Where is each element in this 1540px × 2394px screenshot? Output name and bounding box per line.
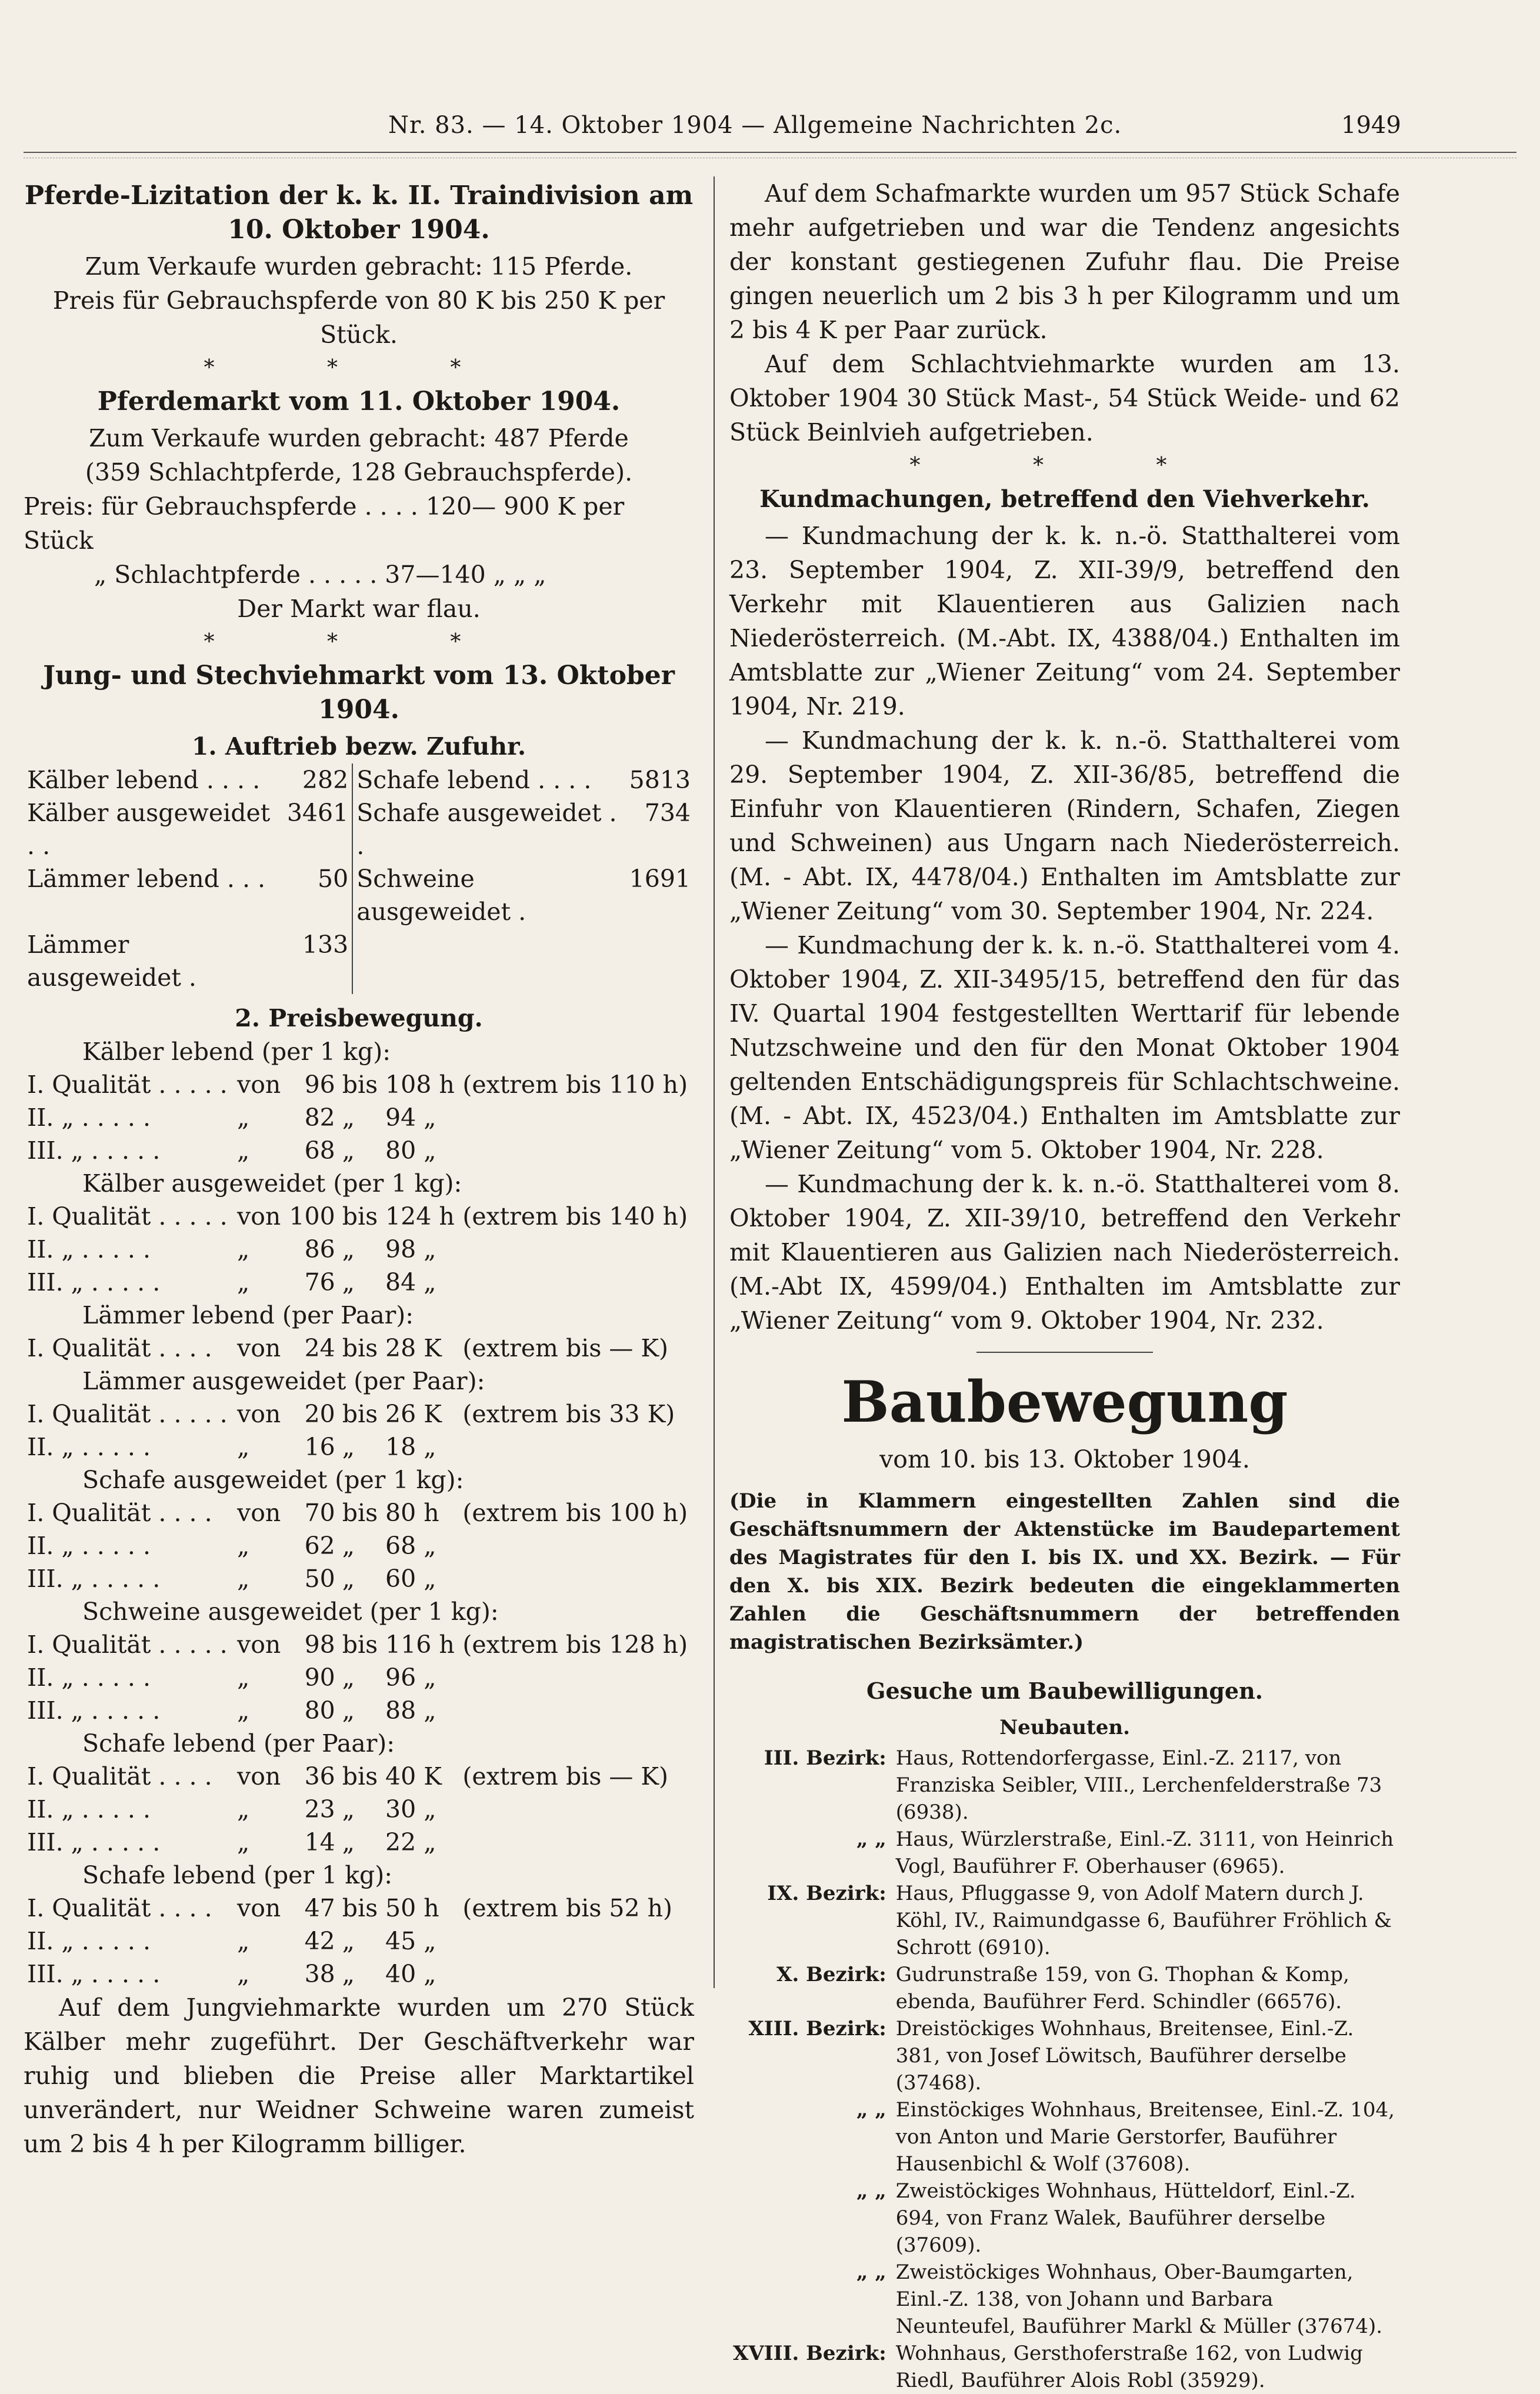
- price-cell-a: 100: [289, 1202, 335, 1231]
- cell-value: 133: [284, 928, 352, 994]
- price-row: [24, 1101, 694, 1134]
- price-row: [24, 1496, 694, 1529]
- price-cell-b: 22 „: [385, 1828, 436, 1856]
- cell-label: Lämmer ausgeweidet .: [27, 931, 196, 992]
- cell-value: 50: [284, 862, 352, 928]
- price-cell-b: 108 h: [385, 1071, 455, 1099]
- cell-value: 1691: [629, 865, 691, 893]
- price-cell-a: 16: [304, 1433, 335, 1461]
- list-item: [729, 1826, 1400, 1880]
- subsection-title: 1. Auftrieb bezw. Zufuhr.: [191, 732, 526, 761]
- price-cell-x: (extrem bis 100 h): [462, 1499, 688, 1527]
- price-row: [24, 1332, 694, 1365]
- price-cell-x: [459, 1958, 694, 1990]
- text-line: Preis für Gebrauchspferde von 80 K bis 250 K per Stück.: [52, 286, 665, 349]
- paragraph: — Kundmachung der k. k. n.-ö. Statthalterei vom 29. September 1904, Z. XII-36/85, betreffend die Einfuhr von Klauentieren (Rindern, Schafen, Ziegen und Schweinen) aus Ungarn nach Niederösterreich. (M. - Abt. IX, 4478/04.) Enthalten im Amtsblatte zur „Wiener Zeitung“ vom 30. September 1904, Nr. 224.: [729, 726, 1400, 925]
- price-cell-bis: „: [342, 1235, 355, 1263]
- price-cell-q: III. „ . . . . .: [27, 1696, 161, 1725]
- price-cell-b: 30 „: [385, 1795, 436, 1823]
- price-row: [24, 1925, 694, 1958]
- price-cell-bis: „: [342, 1565, 355, 1593]
- price-cell-x: (extrem bis 140 h): [462, 1202, 688, 1231]
- price-cell-q: I. Qualität . . . . .: [27, 1071, 228, 1099]
- auftrieb-row: [24, 763, 694, 796]
- price-cell-bis: „: [342, 1532, 355, 1560]
- price-row: [24, 1529, 694, 1562]
- price-cell-bis: bis: [342, 1894, 378, 1922]
- price-cell-x: (extrem bis — K): [462, 1334, 669, 1362]
- price-cell-b: 40 „: [385, 1960, 436, 1988]
- price-heading: Schweine ausgeweidet (per 1 kg):: [82, 1598, 499, 1626]
- price-cell-x: [459, 1661, 694, 1694]
- price-row: [24, 1200, 694, 1233]
- price-heading: Schafe lebend (per Paar):: [82, 1729, 395, 1758]
- price-cell-bis: bis: [342, 1631, 378, 1659]
- separator-stars: * * *: [909, 454, 1220, 478]
- right-column: [729, 176, 1400, 2394]
- price-cell-x: (extrem bis 128 h): [462, 1631, 688, 1659]
- price-row: [24, 1035, 694, 1068]
- price-cell-v: von: [237, 1631, 281, 1659]
- price-cell-bis: bis: [342, 1334, 378, 1362]
- price-row: [24, 1595, 694, 1628]
- price-cell-b: 96 „: [385, 1663, 436, 1692]
- price-cell-bis: bis: [342, 1762, 378, 1791]
- price-cell-a: 96: [304, 1071, 335, 1099]
- price-cell-bis: bis: [342, 1400, 378, 1428]
- paragraph: — Kundmachung der k. k. n.-ö. Statthalterei vom 4. Oktober 1904, Z. XII-3495/15, betreffend den für das IV. Quartal 1904 festgestellten Werttarif für lebende Nutzschweine und den für den Monat Oktober 1904 geltenden Entschädigungspreis für Schlachtschweine. (M. - Abt. IX, 4523/04.) Enthalten im Amtsblatte zur „Wiener Zeitung“ vom 5. Oktober 1904, Nr. 228.: [729, 931, 1400, 1164]
- text-line: Preis: für Gebrauchspferde . . . . 120— 900 K per Stück: [24, 492, 625, 555]
- text-line: Der Markt war flau.: [237, 595, 481, 623]
- district-label: „ „: [856, 2098, 886, 2122]
- price-cell-b: 18 „: [385, 1433, 436, 1461]
- price-row: [24, 1661, 694, 1694]
- price-cell-q: I. Qualität . . . .: [27, 1334, 212, 1362]
- price-cell-q: I. Qualität . . . .: [27, 1499, 212, 1527]
- price-cell-bis: bis: [342, 1499, 378, 1527]
- text-line: Zum Verkaufe wurden gebracht: 115 Pferde.: [85, 252, 633, 281]
- running-header: Nr. 83. — 14. Oktober 1904 — Allgemeine Nachrichten 2c.: [388, 112, 1122, 139]
- price-cell-q: I. Qualität . . . . .: [27, 1202, 228, 1231]
- price-cell-v: von: [237, 1499, 281, 1527]
- price-cell-q: III. „ . . . . .: [27, 1828, 161, 1856]
- price-cell-a: 80: [304, 1696, 335, 1725]
- price-row: [24, 1299, 694, 1332]
- price-cell-bis: „: [342, 1433, 355, 1461]
- list-item: [729, 2015, 1400, 2096]
- price-row: [24, 1068, 694, 1101]
- price-row: [24, 1233, 694, 1266]
- price-cell-b: 124 h: [385, 1202, 455, 1231]
- auftrieb-row: [24, 928, 694, 994]
- paragraph: Auf dem Schafmarkte wurden um 957 Stück Schafe mehr aufgetrieben und war die Tendenz angesichts der konstant gestiegenen Zufuhr flau. Die Preise gingen neuerlich um 2 bis 3 h per Kilogramm und um 2 bis 4 K per Paar zurück.: [729, 179, 1400, 344]
- price-cell-q: I. Qualität . . . . .: [27, 1400, 228, 1428]
- price-row: [24, 1431, 694, 1463]
- price-cell-q: I. Qualität . . . . .: [27, 1631, 228, 1659]
- price-cell-a: 38: [304, 1960, 335, 1988]
- price-cell-q: II. „ . . . . .: [27, 1433, 151, 1461]
- district-label: IX. Bezirk:: [767, 1882, 886, 1905]
- price-cell-bis: „: [342, 1795, 355, 1823]
- price-row: [24, 1727, 694, 1760]
- price-cell-a: 24: [304, 1334, 335, 1362]
- subsection-title: 2. Preisbewegung.: [235, 1004, 483, 1032]
- price-cell-x: [459, 1529, 694, 1562]
- text-line: „ Schlachtpferde . . . . . 37—140 „ „ „: [94, 561, 546, 589]
- price-cell-bis: „: [342, 1696, 355, 1725]
- list-item: [729, 1961, 1400, 2015]
- section-title-viehmarkt: Jung- und Stechviehmarkt vom 13. Oktober 1904.: [43, 661, 675, 725]
- cell-value: 3461: [284, 796, 352, 862]
- paragraph: Auf dem Schlachtviehmarkte wurden am 13. Oktober 1904 30 Stück Mast-, 54 Stück Weide- und 62 Stück Beinlvieh aufgetrieben.: [729, 350, 1400, 446]
- price-cell-a: 14: [304, 1828, 335, 1856]
- price-cell-x: [459, 1826, 694, 1859]
- left-column: [24, 176, 694, 2161]
- price-cell-bis: „: [342, 1268, 355, 1296]
- price-cell-b: 80 „: [385, 1136, 436, 1165]
- price-row: [24, 1167, 694, 1200]
- cell-label: [352, 928, 625, 994]
- cell-value: 734: [644, 799, 691, 827]
- price-cell-b: 116 h: [385, 1631, 455, 1659]
- price-cell-b: 80 h: [385, 1499, 439, 1527]
- price-cell-b: 45 „: [385, 1927, 436, 1955]
- auftrieb-row: [24, 796, 694, 862]
- price-cell-a: 70: [304, 1499, 335, 1527]
- price-cell-q: I. Qualität . . . .: [27, 1762, 212, 1791]
- price-cell-v: „: [237, 1136, 250, 1165]
- price-cell-a: 82: [304, 1103, 335, 1132]
- price-cell-bis: „: [342, 1927, 355, 1955]
- cell-label: Schafe lebend . . . .: [356, 766, 592, 794]
- price-row: [24, 1365, 694, 1398]
- price-cell-q: I. Qualität . . . .: [27, 1894, 212, 1922]
- price-cell-v: „: [237, 1696, 250, 1725]
- price-cell-v: von: [237, 1071, 281, 1099]
- price-cell-b: 84 „: [385, 1268, 436, 1296]
- auftrieb-row: [24, 862, 694, 928]
- price-cell-v: von: [237, 1202, 281, 1231]
- header-rule: [24, 152, 1516, 153]
- price-cell-q: III. „ . . . . .: [27, 1268, 161, 1296]
- price-cell-bis: „: [342, 1663, 355, 1692]
- list-item: [729, 2096, 1400, 2178]
- price-row: [24, 1859, 694, 1892]
- price-cell-x: [459, 1233, 694, 1266]
- price-heading: Schafe ausgeweidet (per 1 kg):: [82, 1466, 464, 1494]
- district-label: X. Bezirk:: [776, 1963, 886, 1986]
- section-title-baubewegung: Baubewegung: [841, 1369, 1288, 1435]
- cell-value: 282: [284, 763, 352, 796]
- list-item: [729, 2178, 1400, 2259]
- entry-text: Haus, Pfluggasse 9, von Adolf Matern durch J. Köhl, IV., Raimundgasse 6, Bauführer Fröhlich & Schrott (6910).: [895, 1882, 1392, 1959]
- price-cell-q: II. „ . . . . .: [27, 1795, 151, 1823]
- price-cell-v: „: [237, 1433, 250, 1461]
- list-item: [729, 2340, 1400, 2394]
- district-label: XIII. Bezirk:: [748, 2017, 886, 2040]
- price-cell-b: 60 „: [385, 1565, 436, 1593]
- price-cell-x: [459, 1694, 694, 1727]
- price-cell-a: 20: [304, 1400, 335, 1428]
- cell-label: Schweine ausgeweidet .: [356, 865, 526, 926]
- price-cell-v: „: [237, 1828, 250, 1856]
- price-row: [24, 1266, 694, 1299]
- price-row: [24, 1793, 694, 1826]
- price-cell-a: 98: [304, 1631, 335, 1659]
- price-row: [24, 1628, 694, 1661]
- section-title-gesuche: Gesuche um Baubewilligungen.: [866, 1678, 1263, 1704]
- price-cell-bis: „: [342, 1103, 355, 1132]
- price-cell-b: 40 K: [385, 1762, 442, 1791]
- price-cell-a: 68: [304, 1136, 335, 1165]
- price-cell-x: [459, 1793, 694, 1826]
- price-cell-q: III. „ . . . . .: [27, 1960, 161, 1988]
- price-cell-bis: bis: [342, 1202, 378, 1231]
- list-item: [729, 1745, 1400, 1826]
- price-cell-v: von: [237, 1400, 281, 1428]
- price-cell-v: von: [237, 1762, 281, 1791]
- price-cell-x: [459, 1925, 694, 1958]
- text-line: Zum Verkaufe wurden gebracht: 487 Pferde: [89, 424, 629, 452]
- price-cell-x: [459, 1266, 694, 1299]
- page-number: 1949: [1341, 112, 1401, 139]
- price-cell-q: II. „ . . . . .: [27, 1927, 151, 1955]
- price-row: [24, 1398, 694, 1431]
- divider: [976, 1352, 1153, 1353]
- price-cell-a: 42: [304, 1927, 335, 1955]
- price-row: [24, 1562, 694, 1595]
- price-cell-v: von: [237, 1894, 281, 1922]
- price-row: [24, 1892, 694, 1925]
- list-item: [729, 2259, 1400, 2340]
- price-row: [24, 1826, 694, 1859]
- cell-label: Schafe ausgeweidet . .: [356, 799, 617, 860]
- price-heading: Lämmer lebend (per Paar):: [82, 1301, 414, 1329]
- entry-text: Einstöckiges Wohnhaus, Breitensee, Einl.-Z. 104, von Anton und Marie Gerstorfer, Bauführer Hausenbichl & Wolf (37608).: [895, 2098, 1395, 2176]
- price-cell-a: 50: [304, 1565, 335, 1593]
- price-cell-v: „: [237, 1927, 250, 1955]
- price-cell-a: 62: [304, 1532, 335, 1560]
- auftrieb-table: [24, 763, 694, 994]
- price-cell-x: (extrem bis 52 h): [462, 1894, 672, 1922]
- price-heading: Lämmer ausgeweidet (per Paar):: [82, 1367, 485, 1395]
- district-label: „ „: [856, 2260, 886, 2284]
- price-cell-b: 28 K: [385, 1334, 442, 1362]
- price-cell-q: II. „ . . . . .: [27, 1532, 151, 1560]
- cell-label: Kälber ausgeweidet . .: [27, 799, 271, 860]
- price-cell-bis: bis: [342, 1071, 378, 1099]
- paragraph: — Kundmachung der k. k. n.-ö. Statthalterei vom 23. September 1904, Z. XII-39/9, betreffend den Verkehr mit Klauentieren aus Galizien nach Niederösterreich. (M.-Abt. IX, 4388/04.) Enthalten im Amtsblatte zur „Wiener Zeitung“ vom 24. September 1904, Nr. 219.: [729, 522, 1400, 721]
- entry-text: Zweistöckiges Wohnhaus, Hütteldorf, Einl.-Z. 694, von Franz Walek, Bauführer derselbe (37609).: [895, 2179, 1356, 2257]
- price-cell-v: „: [237, 1532, 250, 1560]
- closing-paragraph: Auf dem Jungviehmarkte wurden um 270 Stück Kälber mehr zugeführt. Der Geschäftverkehr war ruhig und blieben die Preise aller Marktartikel unverändert, nur Weidner Schweine waren zumeist um 2 bis 4 h per Kilogramm billiger.: [24, 1993, 694, 2158]
- price-cell-x: (extrem bis — K): [462, 1762, 669, 1791]
- cell-value: 5813: [629, 766, 691, 794]
- cell-label: Lämmer lebend . . .: [27, 865, 266, 893]
- price-row: [24, 1958, 694, 1990]
- entry-text: Dreistöckiges Wohnhaus, Breitensee, Einl.-Z. 381, von Josef Löwitsch, Bauführer derselbe (37468).: [895, 2017, 1354, 2095]
- price-heading: Kälber ausgeweidet (per 1 kg):: [82, 1169, 462, 1198]
- price-cell-x: (extrem bis 33 K): [462, 1400, 675, 1428]
- price-cell-bis: „: [342, 1828, 355, 1856]
- price-cell-b: 26 K: [385, 1400, 442, 1428]
- district-label: XVIII. Bezirk:: [733, 2342, 886, 2365]
- price-cell-v: „: [237, 1795, 250, 1823]
- price-cell-b: 50 h: [385, 1894, 439, 1922]
- price-cell-v: „: [237, 1663, 250, 1692]
- price-cell-q: II. „ . . . . .: [27, 1235, 151, 1263]
- section-title-kundmachungen: Kundmachungen, betreffend den Viehverkehr.: [759, 485, 1370, 513]
- paragraph: — Kundmachung der k. k. n.-ö. Statthalterei vom 8. Oktober 1904, Z. XII-39/10, betreffend den Verkehr mit Klauentieren aus Galizien nach Niederösterreich. (M.-Abt IX, 4599/04.) Enthalten im Amtsblatte zur „Wiener Zeitung“ vom 9. Oktober 1904, Nr. 232.: [729, 1170, 1400, 1335]
- price-heading: Schafe lebend (per 1 kg):: [82, 1861, 393, 1889]
- price-cell-a: 76: [304, 1268, 335, 1296]
- price-cell-x: [459, 1134, 694, 1167]
- price-heading: Kälber lebend (per 1 kg):: [82, 1038, 391, 1066]
- note: (Die in Klammern eingestellten Zahlen sind die Geschäftsnummern der Aktenstücke im Baudepartement des Magistrates für den I. bis IX. und XX. Bezirk. — Für den X. bis XIX. Bezirk bedeuten die eingeklammerten Zahlen die Geschäftsnummern der betreffenden magistratischen Bezirksämter.): [729, 1489, 1400, 1654]
- price-cell-v: „: [237, 1103, 250, 1132]
- entry-text: Haus, Rottendorfergasse, Einl.-Z. 2117, von Franziska Seibler, VIII., Lerchenfelderstraße 73 (6938).: [895, 1746, 1382, 1824]
- price-cell-q: II. „ . . . . .: [27, 1103, 151, 1132]
- district-label: „ „: [856, 2179, 886, 2203]
- cell-label: Kälber lebend . . . .: [27, 766, 261, 794]
- price-cell-b: 94 „: [385, 1103, 436, 1132]
- price-cell-x: (extrem bis 110 h): [462, 1071, 688, 1099]
- entry-text: Gudrunstraße 159, von G. Thophan & Komp, ebenda, Bauführer Ferd. Schindler (66576).: [895, 1963, 1349, 2013]
- price-cell-a: 47: [304, 1894, 335, 1922]
- price-cell-v: „: [237, 1960, 250, 1988]
- price-cell-v: „: [237, 1565, 250, 1593]
- price-cell-b: 68 „: [385, 1532, 436, 1560]
- list-item: [729, 1880, 1400, 1961]
- price-cell-b: 98 „: [385, 1235, 436, 1263]
- price-cell-b: 88 „: [385, 1696, 436, 1725]
- price-cell-x: [459, 1562, 694, 1595]
- price-row: [24, 1463, 694, 1496]
- price-cell-a: 86: [304, 1235, 335, 1263]
- section-title-pferde-lizitation: Pferde-Lizitation der k. k. II. Traindivision am 10. Oktober 1904.: [24, 181, 694, 245]
- price-cell-a: 36: [304, 1762, 335, 1791]
- price-table: [24, 1035, 694, 1990]
- subsection-title: Neubauten.: [999, 1716, 1130, 1739]
- separator-stars: * * *: [204, 630, 514, 654]
- price-cell-q: II. „ . . . . .: [27, 1663, 151, 1692]
- price-cell-x: [459, 1101, 694, 1134]
- price-row: [24, 1760, 694, 1793]
- section-title-pferdemarkt: Pferdemarkt vom 11. Oktober 1904.: [97, 386, 621, 416]
- district-label: „ „: [856, 1828, 886, 1851]
- cell-value: [626, 928, 694, 994]
- price-cell-v: von: [237, 1334, 281, 1362]
- price-row: [24, 1134, 694, 1167]
- price-cell-v: „: [237, 1268, 250, 1296]
- price-row: [24, 1694, 694, 1727]
- price-cell-q: III. „ . . . . .: [27, 1136, 161, 1165]
- entry-text: Wohnhaus, Gersthoferstraße 162, von Ludwig Riedl, Bauführer Alois Robl (35929).: [895, 2342, 1363, 2392]
- column-divider: [714, 176, 715, 1988]
- text-line: (359 Schlachtpferde, 128 Gebrauchspferde).: [85, 458, 633, 486]
- district-label: III. Bezirk:: [764, 1746, 886, 1770]
- entry-text: Zweistöckiges Wohnhaus, Ober-Baumgarten, Einl.-Z. 138, von Johann und Barbara Neunteufel, Bauführer Markl & Müller (37674).: [895, 2260, 1383, 2338]
- price-cell-a: 23: [304, 1795, 335, 1823]
- separator-stars: * * *: [204, 356, 514, 380]
- price-cell-a: 90: [304, 1663, 335, 1692]
- price-cell-bis: „: [342, 1136, 355, 1165]
- building-list: [729, 1745, 1400, 2394]
- price-cell-v: „: [237, 1235, 250, 1263]
- price-cell-x: [459, 1431, 694, 1463]
- price-cell-q: III. „ . . . . .: [27, 1565, 161, 1593]
- price-cell-bis: „: [342, 1960, 355, 1988]
- subtitle: vom 10. bis 13. Oktober 1904.: [879, 1445, 1250, 1473]
- entry-text: Haus, Würzlerstraße, Einl.-Z. 3111, von Heinrich Vogl, Bauführer F. Oberhauser (6965).: [895, 1828, 1394, 1878]
